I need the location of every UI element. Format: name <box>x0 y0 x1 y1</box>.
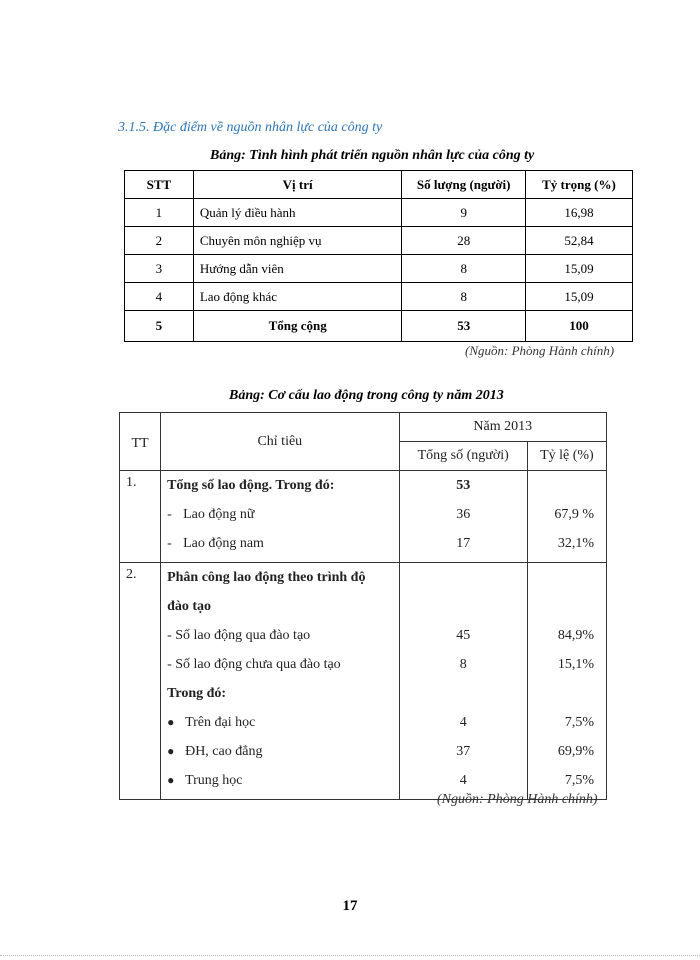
item-total: 37 <box>456 744 471 759</box>
item-label: Lao động nam <box>183 536 264 551</box>
table-header-row <box>120 413 607 442</box>
group-title: đào tạo <box>167 599 212 614</box>
group-ratios <box>527 471 606 563</box>
group-subheading: Trong đó: <box>167 686 227 701</box>
item-ratio: 32,1% <box>557 536 594 551</box>
item-total: 8 <box>459 657 467 672</box>
cell-position: Chuyên môn nghiệp vụ <box>193 227 402 255</box>
table-row <box>125 199 633 227</box>
cell-count: 8 <box>402 255 525 283</box>
list-item: ● Trên đại học <box>167 708 392 737</box>
header-share: Tỷ trọng (%) <box>525 171 632 199</box>
staff-development-table <box>124 170 633 342</box>
cell-stt: 1 <box>125 199 194 227</box>
item-total: 45 <box>456 628 471 643</box>
total-label: Tổng cộng <box>193 311 402 342</box>
table-header-row <box>125 171 633 199</box>
list-item: - Số lao động chưa qua đào tạo <box>167 657 341 672</box>
item-total: 36 <box>456 507 471 522</box>
list-item: - Lao động nữ <box>167 507 255 522</box>
group-title: Phân công lao động theo trình độ <box>167 570 366 585</box>
list-item: ● Trung học <box>167 766 392 795</box>
item-total: 4 <box>459 715 467 730</box>
table2-source: (Nguồn: Phòng Hành chính) <box>437 792 598 807</box>
section-title: 3.1.5. Đặc điểm về nguồn nhân lực của công ty <box>118 120 383 135</box>
cell-stt: 4 <box>125 283 194 311</box>
list-item: - Số lao động qua đào tạo <box>167 628 311 643</box>
cell-share: 15,09 <box>525 283 632 311</box>
table-total-row <box>125 311 633 342</box>
header-stt: STT <box>125 171 194 199</box>
cell-count: 9 <box>402 199 525 227</box>
group-tt: 1. <box>120 471 161 563</box>
item-ratio: 7,5% <box>564 773 594 788</box>
table1-caption: Bảng: Tình hình phát triển nguồn nhân lực của công ty <box>210 148 535 163</box>
header-criteria: Chỉ tiêu <box>161 413 399 471</box>
cell-stt: 2 <box>125 227 194 255</box>
total-share: 100 <box>525 311 632 342</box>
header-position: Vị trí <box>193 171 402 199</box>
table-row <box>125 255 633 283</box>
table-row <box>125 227 633 255</box>
item-label: Lao động nữ <box>183 507 255 522</box>
item-ratio: 84,9% <box>557 628 594 643</box>
group-criteria <box>161 563 399 800</box>
table-group-row <box>120 471 607 563</box>
cell-count: 28 <box>402 227 525 255</box>
header-tt: TT <box>120 413 161 471</box>
group-title: Tổng số lao động. Trong đó: <box>167 478 335 493</box>
labor-structure-table <box>119 412 607 800</box>
total-count: 53 <box>402 311 525 342</box>
footer-divider <box>0 955 700 957</box>
cell-share: 52,84 <box>525 227 632 255</box>
header-total: Tổng số (người) <box>399 442 527 471</box>
header-ratio: Tỷ lệ (%) <box>527 442 606 471</box>
item-ratio: 69,9% <box>557 744 594 759</box>
group-ratios <box>527 563 606 800</box>
table2-caption: Bảng: Cơ cấu lao động trong công ty năm 2013 <box>229 388 504 403</box>
header-year: Năm 2013 <box>399 413 606 442</box>
cell-stt: 3 <box>125 255 194 283</box>
total-stt: 5 <box>125 311 194 342</box>
bullet-icon: ● <box>167 715 175 729</box>
group-totals <box>399 471 527 563</box>
table-group-row <box>120 563 607 800</box>
item-ratio: 7,5% <box>564 715 594 730</box>
group-title-total: 53 <box>456 478 471 493</box>
group-tt: 2. <box>120 563 161 800</box>
table1-source: (Nguồn: Phòng Hành chính) <box>465 343 615 358</box>
list-item: ● ĐH, cao đẳng <box>167 737 392 766</box>
cell-position: Hướng dẫn viên <box>193 255 402 283</box>
cell-position: Lao động khác <box>193 283 402 311</box>
group-totals <box>399 563 527 800</box>
bullet-icon: ● <box>167 773 175 787</box>
item-total: 4 <box>459 773 467 788</box>
list-item: - Lao động nam <box>167 536 264 551</box>
table-row <box>125 283 633 311</box>
item-total: 17 <box>456 536 471 551</box>
bullet-icon: ● <box>167 744 175 758</box>
header-count: Số lượng (người) <box>402 171 525 199</box>
cell-share: 15,09 <box>525 255 632 283</box>
item-ratio: 67,9 % <box>554 507 594 522</box>
cell-position: Quản lý điều hành <box>193 199 402 227</box>
page-number: 17 <box>342 898 358 914</box>
group-criteria <box>161 471 399 563</box>
cell-share: 16,98 <box>525 199 632 227</box>
item-ratio: 15,1% <box>557 657 594 672</box>
cell-count: 8 <box>402 283 525 311</box>
